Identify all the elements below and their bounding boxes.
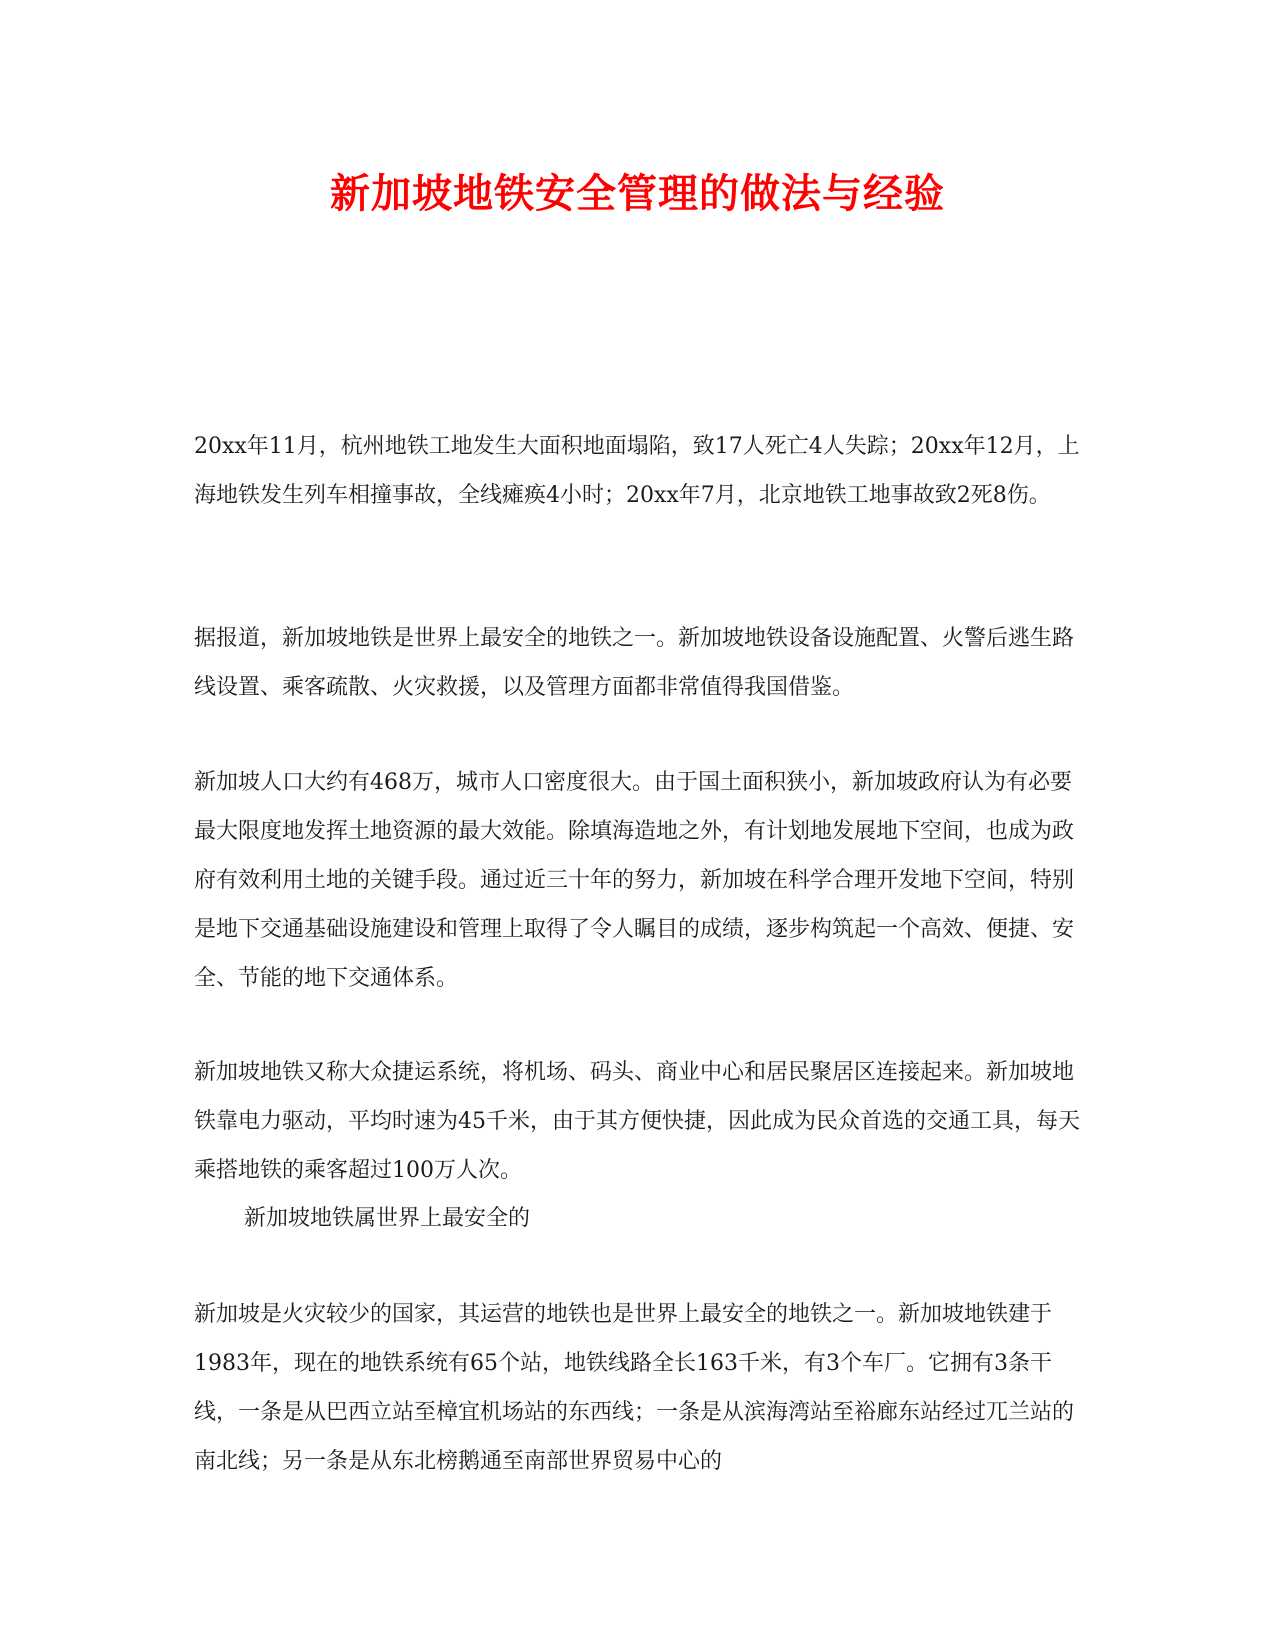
paragraph-mrt-system [194, 1048, 1084, 1195]
paragraph-text: 新加坡地铁又称大众捷运系统，将机场、码头、商业中心和居民聚居区连接起来。新加坡地铁靠电力驱动，平均时速为45千米，由于其方便快捷，因此成为民众首选的交通工具，每天乘搭地铁的乘客超过100万人次。 [194, 1060, 1080, 1183]
paragraph-text: 新加坡是火灾较少的国家，其运营的地铁也是世界上最安全的地铁之一。新加坡地铁建于1983年，现在的地铁系统有65个站，地铁线路全长163千米，有3个车厂。它拥有3条干线，一条是从巴西立站至樟宜机场站的东西线；一条是从滨海湾站至裕廊东站经过兀兰站的南北线；另一条是从东北榜鹅通至南部世界贸易中心的 [194, 1302, 1075, 1474]
paragraph-fire-safety [194, 1290, 1084, 1486]
paragraph-text: 20xx年11月，杭州地铁工地发生大面积地面塌陷，致17人死亡4人失踪；20xx年12月，上海地铁发生列车相撞事故，全线瘫痪4小时；20xx年7月，北京地铁工地事故致2死8伤。 [194, 434, 1080, 508]
paragraph-accidents [194, 422, 1084, 520]
paragraph-text: 新加坡人口大约有468万，城市人口密度很大。由于国土面积狭小，新加坡政府认为有必要最大限度地发挥土地资源的最大效能。除填海造地之外，有计划地发展地下空间，也成为政府有效利用土地的关键手段。通过近三十年的努力，新加坡在科学合理开发地下空间，特别是地下交通基础设施建设和管理上取得了令人瞩目的成绩，逐步构筑起一个高效、便捷、安全、节能的地下交通体系。 [194, 770, 1075, 991]
paragraph-safest-metro [194, 614, 1084, 712]
paragraph-population-land [194, 758, 1084, 1003]
section-subheading: 新加坡地铁属世界上最安全的 [244, 1206, 531, 1231]
document-title: 新加坡地铁安全管理的做法与经验 [330, 170, 945, 217]
paragraph-text: 据报道，新加坡地铁是世界上最安全的地铁之一。新加坡地铁设备设施配置、火警后逃生路线设置、乘客疏散、火灾救援，以及管理方面都非常值得我国借鉴。 [194, 626, 1075, 700]
